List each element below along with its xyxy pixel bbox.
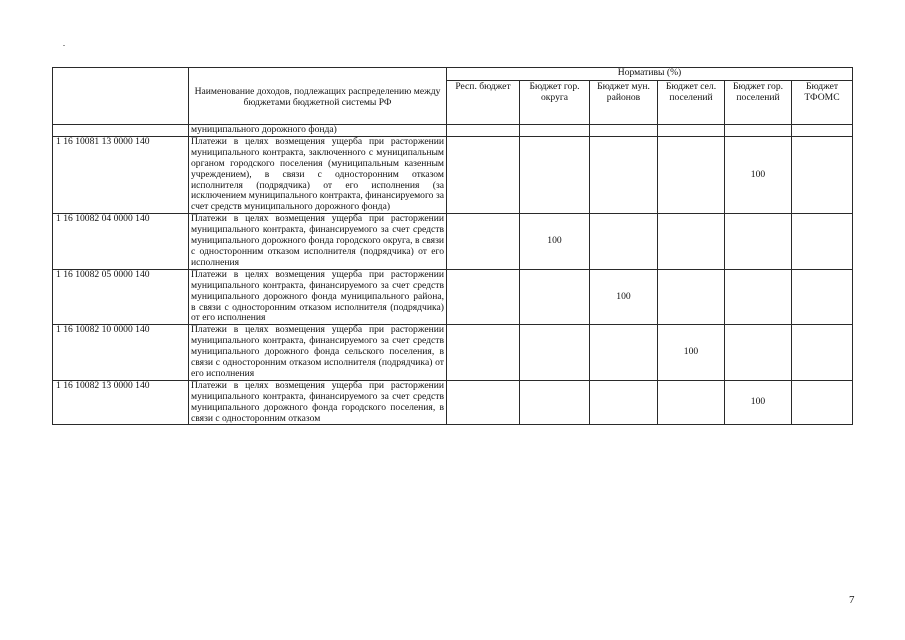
page-number: 7: [849, 594, 855, 606]
description-cell: Платежи в целях возмещения ущерба при расторжении муниципального контракта, финансируемого за счет средств муниципального дорожного фонда сельского поселения, в связи с односторонним отказом исполнителя (подрядчика) от его исполнения: [189, 325, 447, 381]
value-cell: [658, 269, 725, 325]
value-cell: [792, 380, 853, 425]
description-cell: Платежи в целях возмещения ущерба при расторжении муниципального контракта, финансируемого за счет средств муниципального дорожного фонда городского округа, в связи с односторонним отказом исполнителя (подрядчика) от его исполнения: [189, 214, 447, 270]
value-cell: [792, 136, 853, 213]
value-cell: [725, 325, 792, 381]
value-cell: [447, 325, 520, 381]
value-cell: [447, 269, 520, 325]
value-cell: [590, 380, 658, 425]
code-cell: 1 16 10082 13 0000 140: [53, 380, 189, 425]
value-cell: 100: [658, 325, 725, 381]
value-cell: [590, 136, 658, 213]
value-cell: [725, 269, 792, 325]
value-cell: 100: [725, 136, 792, 213]
value-cell: [520, 136, 590, 213]
header-name-cell: Наименование доходов, подлежащих распределению между бюджетами бюджетной системы РФ: [189, 68, 447, 125]
description-cell: Платежи в целях возмещения ущерба при расторжении муниципального контракта, финансируемого за счет средств муниципального дорожного фонда городского поселения, в связи с односторонним отказом: [189, 380, 447, 425]
scan-speck: [63, 45, 65, 46]
table-row: [53, 325, 853, 381]
value-cell: [447, 214, 520, 270]
value-cell: [658, 136, 725, 213]
code-cell: 1 16 10081 13 0000 140: [53, 136, 189, 213]
value-cell: [447, 380, 520, 425]
header-code-cell: [53, 68, 189, 125]
value-cell: [520, 380, 590, 425]
value-cell: [658, 214, 725, 270]
header-col-city-district: Бюджет гор. округа: [520, 81, 590, 125]
value-cell: [658, 380, 725, 425]
header-col-mun-districts: Бюджет мун. районов: [590, 81, 658, 125]
header-col-resp: Респ. бюджет: [447, 81, 520, 125]
description-cell: Платежи в целях возмещения ущерба при расторжении муниципального контракта, финансируемого за счет средств муниципального дорожного фонда муниципального района, в связи с односторонним отказом исполнителя (подрядчика) от его исполнения: [189, 269, 447, 325]
description-cell: муниципального дорожного фонда): [189, 125, 447, 137]
value-cell: [792, 214, 853, 270]
code-cell: [53, 125, 189, 137]
header-col-tfoms: Бюджет ТФОМС: [792, 81, 853, 125]
revenue-distribution-table: [52, 67, 853, 425]
table-row: [53, 380, 853, 425]
value-cell: 100: [725, 380, 792, 425]
value-cell: 100: [590, 269, 658, 325]
header-col-rural: Бюджет сел. поселений: [658, 81, 725, 125]
code-cell: 1 16 10082 05 0000 140: [53, 269, 189, 325]
code-cell: 1 16 10082 04 0000 140: [53, 214, 189, 270]
table-row: [53, 214, 853, 270]
header-col-urban: Бюджет гор. поселений: [725, 81, 792, 125]
value-cell: [520, 269, 590, 325]
value-cell: [725, 214, 792, 270]
description-cell: Платежи в целях возмещения ущерба при расторжении муниципального контракта, заключенного с муниципальным органом городского поселения (муниципальным казенным учреждением), в связи с односторонним отказом исполнителя (подрядчика) от его исполнения (за исключением муниципального контракта, финансируемого за счет средств муниципального дорожного фонда): [189, 136, 447, 213]
value-cell: [447, 136, 520, 213]
table-row: [53, 136, 853, 213]
value-cell: [590, 214, 658, 270]
value-cell: [792, 325, 853, 381]
continuation-row: [53, 125, 853, 137]
value-cell: [520, 325, 590, 381]
header-normatives-cell: Нормативы (%): [447, 68, 853, 81]
code-cell: 1 16 10082 10 0000 140: [53, 325, 189, 381]
table-row: [53, 269, 853, 325]
value-cell: 100: [520, 214, 590, 270]
header-row-top: [53, 68, 853, 81]
value-cell: [792, 269, 853, 325]
value-cell: [590, 325, 658, 381]
